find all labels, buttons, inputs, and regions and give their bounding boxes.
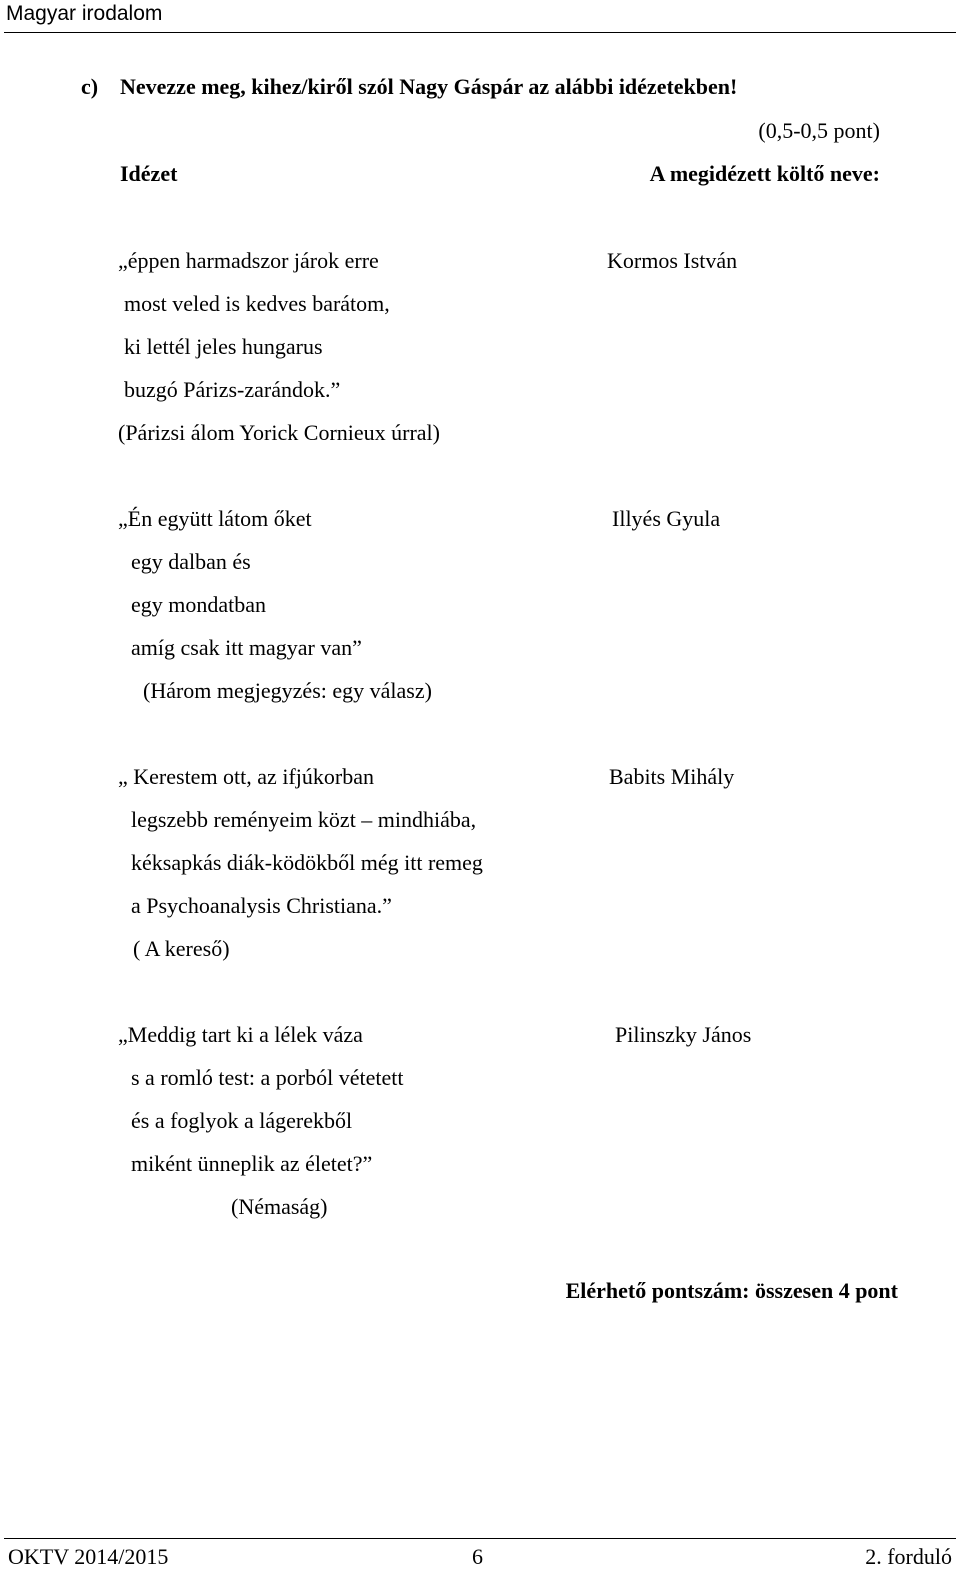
answer-1: Kormos István (607, 248, 738, 273)
total-points: Elérhető pontszám: összesen 4 pont (565, 1278, 898, 1303)
quote-line: a Psychoanalysis Christiana.” (131, 893, 392, 918)
column-heading-quote: Idézet (120, 161, 178, 186)
quote-line: „ Kerestem ott, az ifjúkorban (118, 764, 374, 789)
quote-line: buzgó Párizs-zarándok.” (124, 377, 341, 402)
question-text: Nevezze meg, kihez/kiről szól Nagy Gáspár az alábbi idézetekben! (120, 74, 738, 99)
quote-line: legszebb reményeim közt – mindhiába, (131, 807, 477, 832)
quote-line: kéksapkás diák-ködökből még itt remeg (131, 850, 483, 875)
question-letter: c) (81, 74, 99, 99)
quote-source: (Némaság) (231, 1194, 328, 1219)
quote-block-3 (118, 763, 483, 978)
quote-block-2 (118, 505, 432, 720)
question-points: (0,5-0,5 pont) (758, 118, 880, 143)
column-heading-poet: A megidézett költő neve: (649, 161, 880, 186)
quote-line: s a romló test: a porból vétetett (131, 1065, 404, 1090)
header-subject: Magyar irodalom (6, 2, 163, 25)
quote-line: amíg csak itt magyar van” (131, 635, 362, 660)
footer-rule (4, 1538, 956, 1539)
quote-line: most veled is kedves barátom, (124, 291, 390, 316)
quote-line: és a foglyok a lágerekből (131, 1108, 353, 1133)
answer-2: Illyés Gyula (612, 506, 721, 531)
footer-page-number: 6 (472, 1544, 483, 1569)
quote-block-4 (118, 1021, 404, 1236)
quote-line: „Meddig tart ki a lélek váza (118, 1022, 363, 1047)
footer-competition: OKTV 2014/2015 (8, 1544, 169, 1569)
header-rule (4, 32, 956, 33)
quote-line: egy dalban és (131, 549, 251, 574)
answer-3: Babits Mihály (609, 764, 735, 789)
quote-line: ki lettél jeles hungarus (124, 334, 323, 359)
quote-source: (Párizsi álom Yorick Cornieux úrral) (118, 420, 440, 445)
quote-line: „éppen harmadszor járok erre (118, 248, 379, 273)
quote-line: „Én együtt látom őket (118, 506, 312, 531)
quote-source: ( A kereső) (133, 936, 230, 961)
quote-block-1 (118, 247, 440, 462)
footer-round: 2. forduló (865, 1544, 952, 1569)
quote-line: miként ünneplik az életet?” (131, 1151, 373, 1176)
quote-source: (Három megjegyzés: egy válasz) (143, 678, 432, 703)
answer-4: Pilinszky János (615, 1022, 752, 1047)
quote-line: egy mondatban (131, 592, 267, 617)
